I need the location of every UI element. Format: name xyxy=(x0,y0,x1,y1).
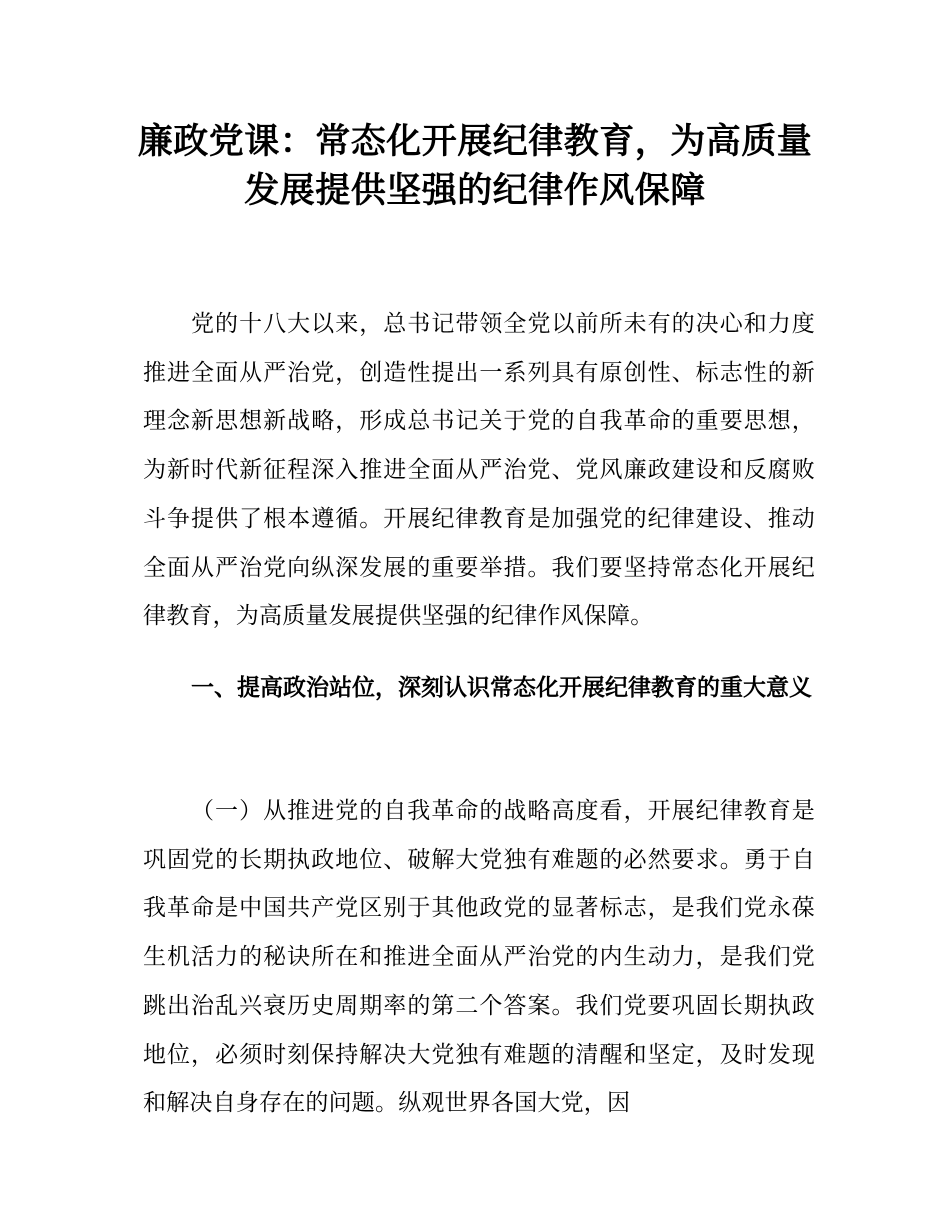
subsection-paragraph-1: （一）从推进党的自我革命的战略高度看，开展纪律教育是巩固党的长期执政地位、破解大党独有难题的必然要求。勇于自我革命是中国共产党区别于其他政党的显著标志，是我们党永葆生机活力的秘诀所在和推进全面从严治党的内生动力，是我们党跳出治乱兴衰历史周期率的第二个答案。我们党要巩固长期执政地位，必须时刻保持解决大党独有难题的清醒和坚定，及时发现和解决自身存在的问题。纵观世界各国大党，因 xyxy=(143,798,815,1117)
document-title-line-2: 发展提供坚强的纪律作风保障 xyxy=(244,171,706,211)
intro-paragraph: 党的十八大以来，总书记带领全党以前所未有的决心和力度推进全面从严治党，创造性提出一系列具有原创性、标志性的新理念新思想新战略，形成总书记关于党的自我革命的重要思想，为新时代新征程深入推进全面从严治党、党风廉政建设和反腐败斗争提供了根本遵循。开展纪律教育是加强党的纪律建设、推动全面从严治党向纵深发展的重要举措。我们要坚持常态化开展纪律教育，为高质量发展提供坚强的纪律作风保障。 xyxy=(143,311,815,630)
section-heading-1: 一、提高政治站位，深刻认识常态化开展纪律教育的重大意义 xyxy=(191,675,812,701)
document-title-line-1: 廉政党课：常态化开展纪律教育，为高质量 xyxy=(137,122,813,162)
